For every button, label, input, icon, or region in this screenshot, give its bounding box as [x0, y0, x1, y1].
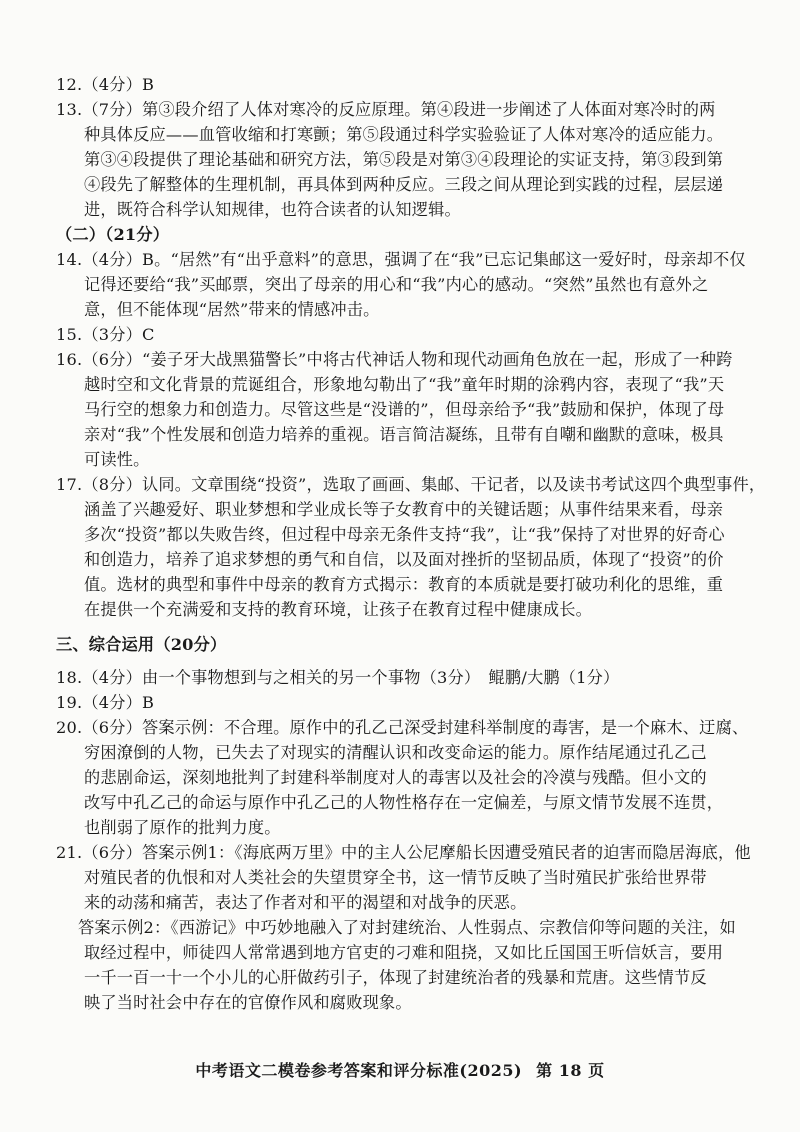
footer-title: 中考语文二模卷参考答案和评分标准(2025): [195, 1061, 523, 1080]
answer-line: 一千一百一十一个小儿的心肝做药引子，体现了封建统治者的残暴和荒唐。这些情节反: [84, 968, 707, 987]
answer-line: 18.（4分）由一个事物想到与之相关的另一个事物（3分） 鲲鹏/大鹏（1分）: [56, 668, 620, 687]
section-heading-2: [56, 222, 771, 247]
answer-line: 17.（8分）认同。文章围绕“投资”，选取了画画、集邮、干记者，以及读书考试这四个典型事件，: [56, 475, 766, 494]
answer-line: 答案示例2：《西游记》中巧妙地融入了对封建统治、人性弱点、宗教信仰等问题的关注，如: [78, 918, 736, 937]
answer-line: 20.（6分）答案示例：不合理。原作中的孔乙己深受封建科举制度的毒害，是一个麻木、迂腐、: [56, 718, 749, 737]
answer-line: 14.（4分）B。“居然”有“出乎意料”的意思，强调了在“我”已忘记集邮这一爱好时，母亲却不仅: [56, 250, 746, 269]
answer-line: 涵盖了兴趣爱好、职业梦想和学业成长等子女教育中的关键话题；从事件结果来看，母亲: [84, 500, 724, 519]
answer-line: 的悲剧命运，深刻地批判了封建科举制度对人的毒害以及社会的冷漠与残酷。但小文的: [84, 768, 707, 787]
answer-q18: [56, 665, 771, 690]
answer-line: 值。选材的典型和事件中母亲的教育方式揭示：教育的本质就是要打破功利化的思维，重: [84, 575, 724, 594]
answer-line: 来的动荡和痛苦，表达了作者对和平的渴望和对战争的厌恶。: [84, 893, 527, 912]
answer-line: 种具体反应——血管收缩和打寒颤；第⑤段通过科学实验验证了人体对寒冷的适应能力。: [84, 125, 724, 144]
answer-q13: [56, 97, 771, 222]
answer-line: 马行空的想象力和创造力。尽管这些是“没谱的”，但母亲给予“我”鼓励和保护，体现了母: [84, 400, 725, 419]
answer-line: 亲对“我”个性发展和创造力培养的重视。语言简洁凝练，且带有自嘲和幽默的意味，极具: [84, 425, 724, 444]
answer-line: 越时空和文化背景的荒诞组合，形象地勾勒出了“我”童年时期的涂鸦内容，表现了“我”天: [84, 375, 725, 394]
answer-line: 映了当时社会中存在的官僚作风和腐败现象。: [84, 993, 412, 1012]
answer-line: 进，既符合科学认知规律，也符合读者的认知逻辑。: [84, 200, 461, 219]
answer-line: 12.（4分）B: [56, 75, 155, 94]
answer-line: 在提供一个充满爱和支持的教育环境，让孩子在教育过程中健康成长。: [84, 600, 593, 619]
answer-line: 意，但不能体现“居然”带来的情感冲击。: [84, 300, 380, 319]
answer-q17: [56, 472, 771, 622]
answer-line: 13.（7分）第③段介绍了人体对寒冷的反应原理。第④段进一步阐述了人体面对寒冷时的两: [56, 100, 716, 119]
section-heading-3: [56, 632, 771, 657]
answer-line: 可读性。: [84, 450, 150, 469]
page-footer: [0, 1058, 800, 1081]
answer-q12: [56, 72, 771, 97]
answer-line: 21.（6分）答案示例1：《海底两万里》中的主人公尼摩船长因遭受殖民者的迫害而隐居海底，他: [56, 843, 751, 862]
section-title: （二）（21分）: [56, 225, 170, 244]
answer-line: 多次“投资”都以失败告终，但过程中母亲无条件支持“我”，让“我”保持了对世界的好奇心: [84, 525, 725, 544]
answer-q16: [56, 347, 771, 472]
answer-q15: [56, 322, 771, 347]
answer-line: 记得还要给“我”买邮票，突出了母亲的用心和“我”内心的感动。“突然”虽然也有意外之: [84, 275, 709, 294]
page-number: 第 18 页: [536, 1061, 605, 1080]
answer-q21: [56, 840, 771, 915]
answer-line: 和创造力，培养了追求梦想的勇气和自信，以及面对挫折的坚韧品质，体现了“投资”的价: [84, 550, 724, 569]
answer-content: [56, 72, 771, 1015]
answer-line: 16.（6分）“姜子牙大战黑猫警长”中将古代神话人物和现代动画角色放在一起，形成了一种跨: [56, 350, 733, 369]
answer-line: ④段先了解整体的生理机制，再具体到两种反应。三段之间从理论到实践的过程，层层递: [84, 175, 724, 194]
section-title: 三、综合运用（20分）: [56, 635, 227, 654]
answer-line: 第③④段提供了理论基础和研究方法，第⑤段是对第③④段理论的实证支持，第③段到第: [84, 150, 724, 169]
answer-line: 15.（3分）C: [56, 325, 155, 344]
answer-line: 改写中孔乙己的命运与原作中孔乙己的人物性格存在一定偏差，与原文情节发展不连贯，: [84, 793, 724, 812]
answer-q14: [56, 247, 771, 322]
answer-line: 也削弱了原作的批判力度。: [84, 818, 281, 837]
answer-q21-sample2: [56, 915, 771, 1015]
answer-q19: [56, 690, 771, 715]
answer-line: 穷困潦倒的人物，已失去了对现实的清醒认识和改变命运的能力。原作结尾通过孔乙己: [84, 743, 707, 762]
answer-line: 19.（4分）B: [56, 693, 155, 712]
answer-q20: [56, 715, 771, 840]
answer-line: 对殖民者的仇恨和对人类社会的失望贯穿全书，这一情节反映了当时殖民扩张给世界带: [84, 868, 707, 887]
answer-line: 取经过程中，师徒四人常常遇到地方官吏的刁难和阻挠，又如比丘国国王听信妖言，要用: [84, 943, 724, 962]
